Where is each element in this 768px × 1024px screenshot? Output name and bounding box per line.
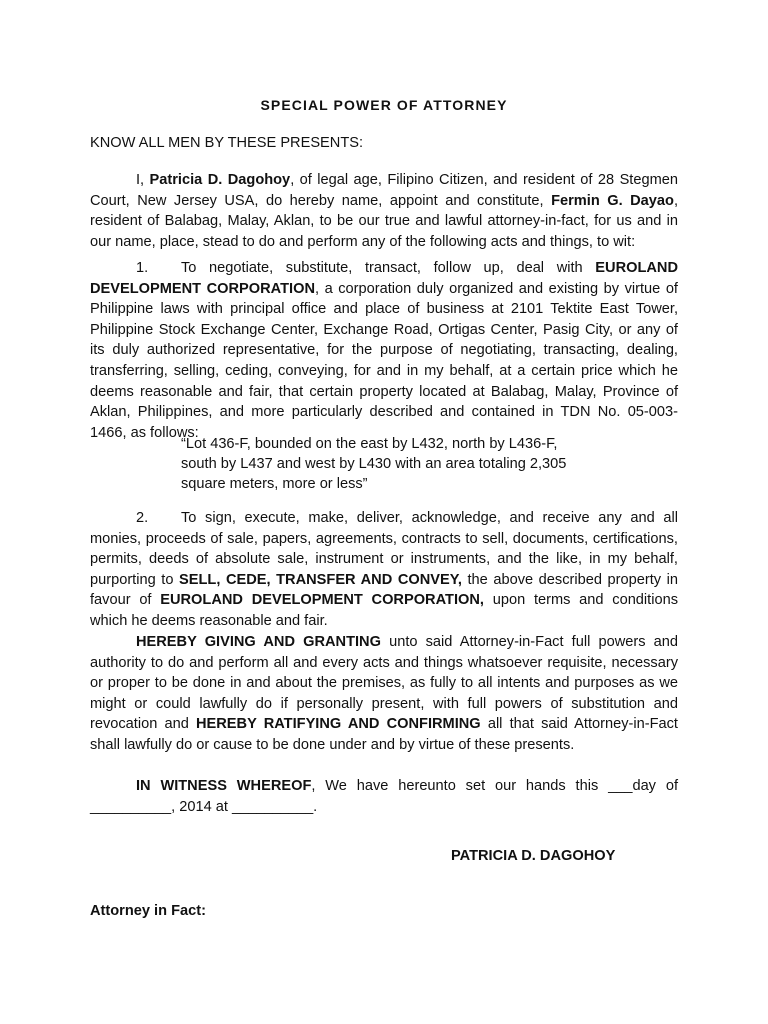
quote-line-2: south by L437 and west by L430 with an area totaling 2,305 — [181, 456, 567, 472]
quote-line-3: square meters, more or less” — [181, 476, 368, 492]
item-2-number: 2. — [136, 510, 149, 526]
witness-text: , We have hereunto set our hands this ___day of __________, 2014 at __________. — [90, 778, 678, 815]
item-2-corporation: EUROLAND DEVELOPMENT CORPORATION, — [160, 592, 484, 609]
quote-line-1: “Lot 436-F, bounded on the east by L432, north by L436-F, — [181, 436, 558, 452]
item-1-number: 1. — [136, 260, 149, 276]
item-1-corporation: EUROLAND DEVELOPMENT CORPORATION — [90, 260, 678, 297]
salutation: KNOW ALL MEN BY THESE PRESENTS: — [90, 135, 364, 151]
item-2-paragraph — [90, 508, 678, 632]
intro-paragraph — [90, 170, 678, 252]
granting-clause: HEREBY GIVING AND GRANTING — [136, 634, 381, 650]
granting-text-2: all that said Attorney-in-Fact shall lawfully do or cause to be done under and by virtue of these presents. — [90, 716, 678, 753]
agent-name: Fermin G. Dayao — [551, 192, 674, 209]
granting-paragraph — [90, 632, 678, 756]
item-2-text-3: upon terms and conditions which he deems reasonable and fair. — [90, 592, 678, 629]
witness-clause: IN WITNESS WHEREOF — [136, 778, 312, 794]
signatory-name: PATRICIA D. DAGOHOY — [451, 848, 616, 864]
principal-name: Patricia D. Dagohoy — [149, 172, 291, 188]
item-1-text-1: To negotiate, substitute, transact, follow up, deal with — [181, 260, 596, 276]
intro-text-3: , resident of Balabag, Malay, Aklan, to be our true and lawful attorney-in-fact, for us and in our name, place, stead to do and perform any of the following acts and things, to wit: — [90, 192, 678, 250]
granting-text-1: unto said Attorney-in-Fact full powers and authority to do and perform all and every acts and things whatsoever requisite, necessary or proper to be done in and about the premises, as fully to all intents and purposes as we might or could lawfully do if personally present, with full powers of substitution and revocation and — [90, 634, 678, 733]
ratifying-clause: HEREBY RATIFYING AND CONFIRMING — [195, 716, 481, 733]
item-2-text-2: the above described property in favour of — [90, 571, 679, 609]
intro-text-1: I, — [136, 172, 150, 188]
item-1-text-2: , a corporation duly organized and existing by virtue of Philippine laws with principal office and place of business at 2101 Tektite East Tower, Philippine Stock Exchange Center, Exchange Road, Ortigas Center, Pasig City, or any of its duly authorized representative, for the purpose of negotiating, transacting, dealing, transferring, selling, ceding, conveying, for and in my behalf, at a certain price which he deems reasonable and fair, that certain property located at Balabag, Malay, Province of Aklan, Philippines, and more particularly described and contained in TDN No. 05-003-1466, as follows: — [90, 280, 678, 441]
attorney-in-fact-label: Attorney in Fact: — [90, 903, 206, 919]
property-description-quote — [181, 434, 621, 494]
intro-text-2: , of legal age, Filipino Citizen, and resident of 28 Stegmen Court, New Jersey USA, do hereby name, appoint and constitute, — [90, 172, 678, 209]
item-1-paragraph — [90, 258, 678, 443]
item-2-text-1: To sign, execute, make, deliver, acknowledge, and receive any and all monies, proceeds of sale, papers, agreements, contracts to sell, documents, certifications, permits, deeds of absolute sale, instrument or instruments, and the like, in my behalf, purporting to — [90, 510, 678, 588]
item-2-acts: SELL, CEDE, TRANSFER AND CONVEY, — [179, 571, 462, 588]
witness-paragraph — [90, 776, 678, 817]
document-title: SPECIAL POWER OF ATTORNEY — [260, 97, 508, 113]
